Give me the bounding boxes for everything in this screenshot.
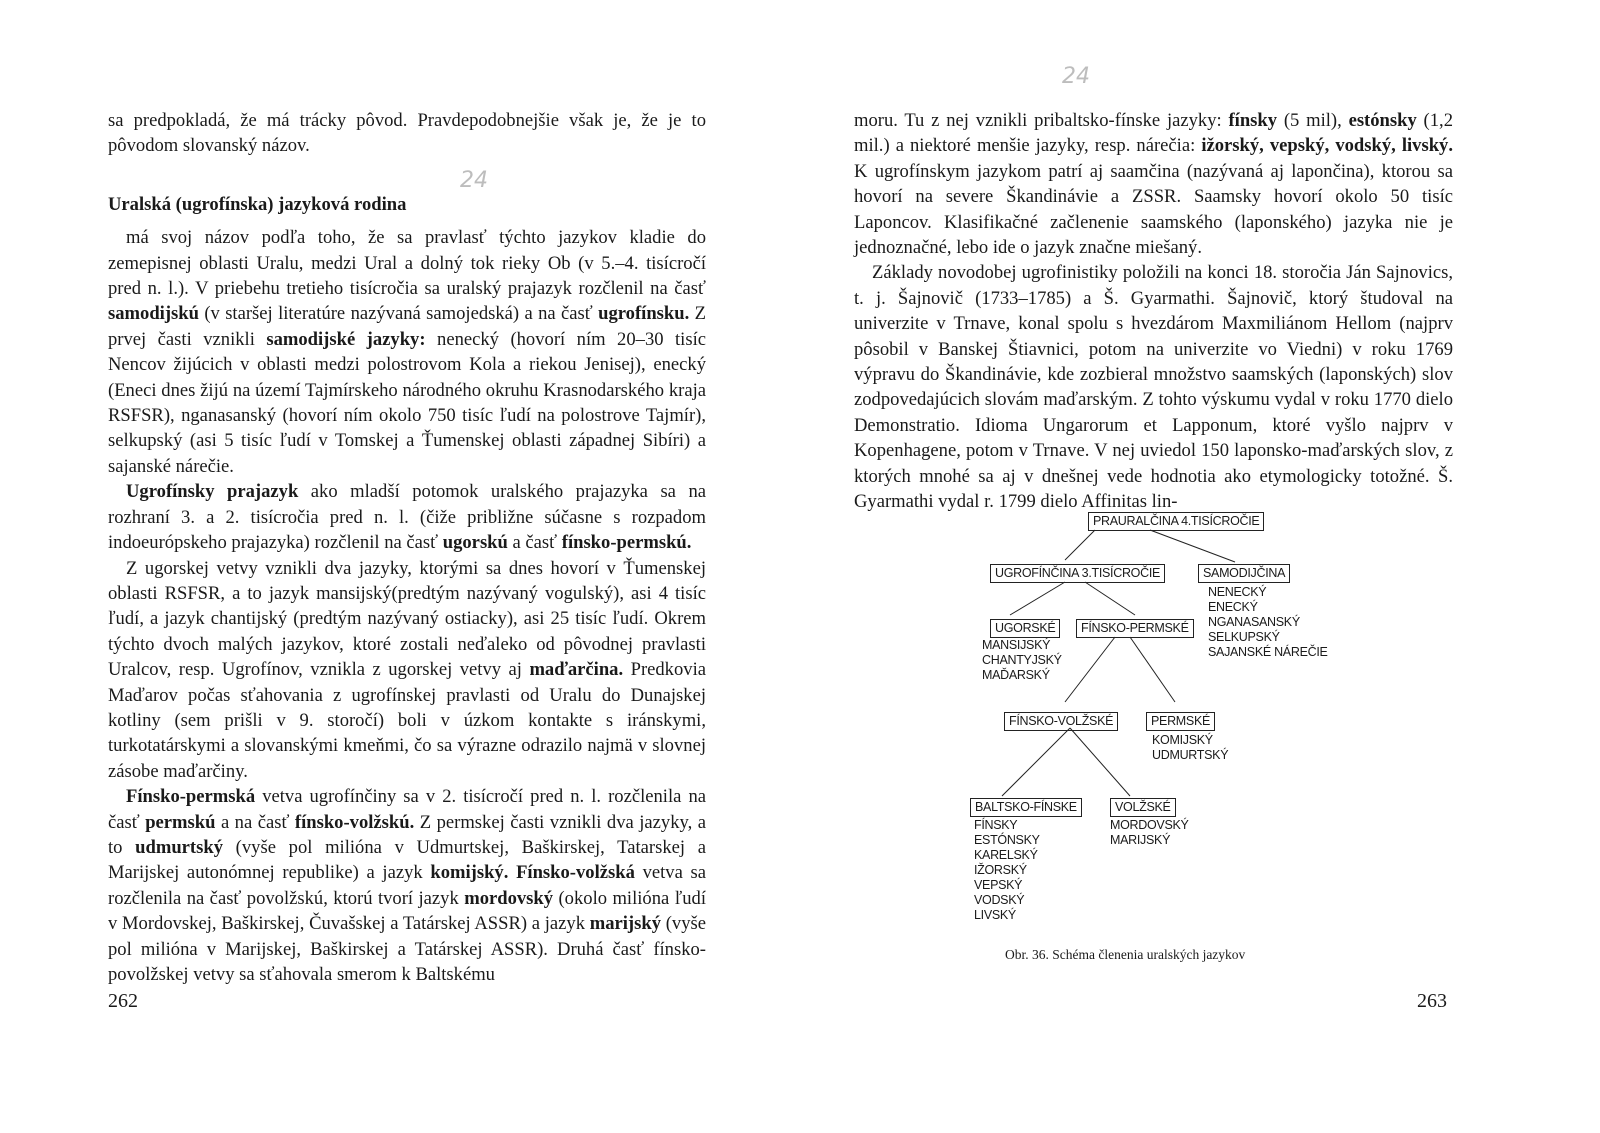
section-heading: Uralská (ugrofínska) jazyková rodina bbox=[108, 193, 407, 215]
text-span: (v staršej literatúre nazývaná samojedská) a na časť bbox=[198, 303, 599, 325]
paragraph-1 bbox=[108, 225, 706, 479]
text-span: (1,2 mil.) a niektoré menšie jazyky, resp. nárečia: bbox=[854, 110, 1453, 157]
list-item: IŽORSKÝ bbox=[974, 863, 1027, 877]
list-item: NGANASANSKÝ bbox=[1208, 615, 1300, 629]
bold-term: Fínsko-volžská bbox=[516, 862, 635, 884]
samodijcina-list bbox=[1208, 585, 1328, 660]
bold-term: ižorský, vepský, vodský, livský. bbox=[1201, 135, 1453, 157]
list-item: MORDOVSKÝ bbox=[1110, 818, 1189, 832]
bold-term: Ugrofínsky prajazyk bbox=[126, 481, 299, 503]
list-item: FÍNSKY bbox=[974, 818, 1018, 832]
text-span: Predkovia Maďarov počas sťahovania z ugrofínskej pravlasti od Uralu do Dunajskej kotliny (sem prišli v 9. storočí) boli v úzkom kontakte s iránskymi, turkotatárskymi a slovanskými kmeňmi, čo sa výrazne odrazilo najmä v slovnej zásobe maďarčiny. bbox=[108, 659, 706, 782]
page-number-left: 262 bbox=[108, 990, 138, 1012]
text-span: Z prvej časti vznikli bbox=[108, 303, 706, 350]
text-span: a časť bbox=[507, 532, 562, 554]
bold-term: marijský bbox=[589, 913, 661, 935]
list-item: ENECKÝ bbox=[1208, 600, 1258, 614]
intro-paragraph: sa predpokladá, že má trácky pôvod. Pravdepodobnejšie však je, že je to pôvodom slovanský názov. bbox=[108, 110, 706, 157]
bold-term: komijský. bbox=[430, 862, 509, 884]
list-item: KARELSKÝ bbox=[974, 848, 1038, 862]
list-item: VEPSKÝ bbox=[974, 878, 1023, 892]
right-text-column bbox=[854, 108, 1453, 515]
permske-list bbox=[1152, 733, 1228, 763]
bold-term: fínsko-permskú. bbox=[561, 532, 692, 554]
right-page bbox=[800, 0, 1600, 1133]
text-span: (okolo milióna ľudí v Mordovskej, Baškirskej, Čuvašskej a Tatárskej ASSR) a jazyk bbox=[108, 887, 706, 935]
bold-term: maďarčina. bbox=[529, 659, 624, 681]
list-item: CHANTYJSKÝ bbox=[982, 653, 1062, 667]
node-permske: PERMSKÉ bbox=[1146, 712, 1215, 731]
text-span: vetva sa rozčlenila na časť povolžskú, ktorú tvorí jazyk bbox=[108, 862, 706, 909]
paragraph-2 bbox=[108, 479, 706, 555]
bold-term: fínsko-volžskú. bbox=[294, 811, 415, 833]
node-samodijcina: SAMODIJČINA bbox=[1198, 564, 1290, 583]
left-text-column bbox=[108, 108, 706, 987]
text-span: K ugrofínskym jazykom patrí aj saamčina (nazývaná aj lapončina), ktorou sa hovorí na severe Škandinávie a ZSSR. Saamsky hovorí okolo 50 tisíc Laponcov. Klasifikačné začlenenie saamského (laponského) jazyka nie je jednoznačné, lebo ide o jazyk značne miešaný. bbox=[854, 160, 1453, 259]
paragraph-continued bbox=[854, 108, 1453, 260]
text-span: ako mladší potomok uralského prajazyka sa na rozhraní 3. a 2. tisícročia pred n. l. (čiže približne súčasne s rozpadom indoeurópskeho prajazyka) rozčlenil na časť bbox=[108, 481, 706, 554]
bold-term: mordovský bbox=[464, 887, 554, 909]
list-item: UDMURTSKÝ bbox=[1152, 748, 1229, 762]
figure-caption: Obr. 36. Schéma členenia uralských jazykov bbox=[1005, 947, 1246, 962]
text-span: a na časť bbox=[215, 811, 295, 833]
language-tree-diagram bbox=[970, 512, 1370, 942]
margin-handwritten-mark: 24 bbox=[460, 168, 488, 193]
node-praural: PRAURALČINA 4.TISÍCROČIE bbox=[1088, 512, 1264, 531]
node-baltsko-finske: BALTSKO-FÍNSKE bbox=[970, 798, 1082, 817]
page-number-right: 263 bbox=[1417, 990, 1447, 1012]
node-volzske: VOLŽSKÉ bbox=[1110, 798, 1176, 817]
bold-term: samodijskú bbox=[108, 303, 199, 325]
bold-term: estónsky bbox=[1348, 110, 1417, 131]
text-span: (vyše pol milióna v Udmurtskej, Baškirskej, Tatarskej a Marijskej autonómnej republike) a jazyk bbox=[108, 836, 706, 884]
text-span: vetva ugrofínčiny sa v 2. tisícročí pred n. l. rozčlenila na časť bbox=[108, 786, 706, 833]
bold-term: fínsky bbox=[1228, 110, 1278, 131]
paragraph-4 bbox=[108, 784, 706, 987]
bold-term: Fínsko-permská bbox=[126, 786, 256, 808]
text-span: nenecký (hovorí ním 20–30 tisíc Nencov žijúcich v oblasti medzi polostrovom Kola a riekou Jenisej), enecký (Eneci dnes žijú na území Tajmírskeho národného okruhu Krasnodarského kraja RSFSR), nganasanský (hovorí ním okolo 750 tisíc ľudí na polostrove Tajmír), selkupský (asi 5 tisíc ľudí v Tomskej a Ťumenskej oblasti západnej Sibíri) a sajanské nárečie. bbox=[108, 328, 706, 477]
bold-term: ugrofínsku. bbox=[598, 303, 690, 325]
list-item: MARIJSKÝ bbox=[1110, 833, 1171, 847]
list-item: SELKUPSKÝ bbox=[1208, 630, 1280, 644]
list-item: MAĎARSKÝ bbox=[982, 668, 1050, 682]
volzske-list bbox=[1110, 818, 1189, 848]
baltsko-finske-list bbox=[974, 818, 1040, 923]
list-item: VODSKÝ bbox=[974, 893, 1025, 907]
bold-term: samodijské jazyky: bbox=[266, 328, 426, 350]
text-span bbox=[508, 862, 516, 883]
text-span: (vyše pol milióna v Marijskej, Baškirskej a Tatárskej ASSR). Druhá časť fínsko-povolžskej vetvy sa sťahovala smerom k Baltskému bbox=[108, 913, 706, 985]
node-finsko-permske: FÍNSKO-PERMSKÉ bbox=[1076, 619, 1194, 638]
text-span: má svoj názov podľa toho, že sa pravlasť týchto jazykov kladie do zemepisnej oblasti Uralu, medzi Ural a dolný tok rieky Ob (v 5.–4. tisícročí pred n. l.). V priebehu tretieho tisícročia sa uralský prajazyk rozčlenil na časť bbox=[108, 227, 706, 300]
node-finsko-volzske: FÍNSKO-VOLŽSKÉ bbox=[1004, 712, 1118, 731]
list-item: KOMIJSKÝ bbox=[1152, 733, 1213, 747]
text-span: (5 mil), bbox=[1277, 110, 1349, 131]
top-handwritten-mark: 24 bbox=[1062, 64, 1090, 89]
text-span: Z permskej časti vznikli dva jazyky, a to bbox=[108, 811, 706, 858]
list-item: SAJANSKÉ NÁREČIE bbox=[1208, 645, 1328, 659]
paragraph-3 bbox=[108, 556, 706, 785]
list-item: NENECKÝ bbox=[1208, 585, 1267, 599]
text-span: Z ugorskej vetvy vznikli dva jazyky, ktorými sa dnes hovorí v Ťumenskej oblasti RSFSR, a to jazyk mansijský(predtým nazývaný vogulský), asi 4 tisíc ľudí, a jazyk chantijský (predtým nazývaný ostiacky), asi 25 tisíc ľudí. Okrem týchto dvoch malých jazykov, ktoré zostali neďaleko od pôvodnej pravlasti Uralcov, resp. Ugrofínov, vznikla z ugorskej vetvy aj bbox=[108, 557, 706, 681]
bold-term: permskú bbox=[145, 811, 216, 833]
node-ugorske: UGORSKÉ bbox=[990, 619, 1060, 638]
bold-term: udmurtský bbox=[135, 836, 223, 858]
list-item: MANSIJSKÝ bbox=[982, 638, 1051, 652]
list-item: ESTÓNSKY bbox=[974, 833, 1040, 847]
bold-term: ugorskú bbox=[442, 532, 508, 554]
text-span: moru. Tu z nej vznikli pribaltsko-fínske jazyky: bbox=[854, 110, 1229, 131]
node-ugrofincina: UGROFÍNČINA 3.TISÍCROČIE bbox=[990, 564, 1165, 583]
list-item: LIVSKÝ bbox=[974, 908, 1016, 922]
ugorske-list bbox=[982, 638, 1062, 683]
paragraph-ugrofinistika: Základy novodobej ugrofinistiky položili na konci 18. storočia Ján Sajnovics, t. j. Šajnovič (1733–1785) a Š. Gyarmathi. Šajnovič, ktorý študoval na univerzite v Trnave, konal spolu s hvezdárom Maxmiliánom Hellom (najprv pôsobil v Banskej Štiavnici, potom na univerzite vo Viedni) v roku 1769 výpravu do Škandinávie, kde zozbieral množstvo saamských (laponských) slov zodpovedajúcich slovám maďarským. Z tohto výskumu vydal v roku 1770 dielo Demonstratio. Idioma Ungarorum et Lapponum, ktoré vyšlo najprv v Kopenhagene, potom v Trnave. V nej uviedol 150 laponsko-maďarských slov, z ktorých mnohé sa aj v dnešnej vede hodnotia ako etymologicky totožné. Š. Gyarmathi vydal r. 1799 dielo Affinitas lin- bbox=[854, 262, 1453, 513]
